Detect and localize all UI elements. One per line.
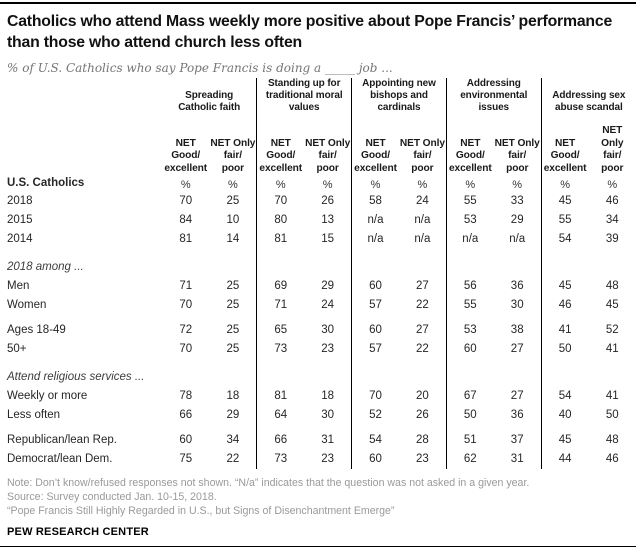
cell-value: 66 [179, 409, 193, 422]
cell-value: 72 [179, 324, 193, 337]
row-label [7, 249, 162, 258]
cell-value: 55 [446, 296, 493, 315]
cell-value: 46 [541, 296, 588, 315]
row-label: U.S. Catholics [7, 177, 85, 190]
cell-value: 10 [226, 214, 240, 227]
cell-value [589, 258, 636, 277]
cell-value: 22 [416, 299, 429, 312]
cell-value: 46 [605, 453, 619, 466]
spacer-row [7, 359, 636, 368]
cell-value: 81 [257, 230, 304, 249]
cell-value [209, 258, 256, 277]
cell-value: 23 [416, 453, 429, 466]
cell-value: 25 [226, 299, 240, 312]
cell-value: 75 [179, 453, 193, 466]
cell-value [399, 249, 446, 258]
cell-value [352, 359, 399, 368]
cell-value [399, 368, 446, 387]
cell-value [494, 368, 541, 387]
row-label: Men [7, 280, 30, 293]
cell-value: 15 [321, 233, 335, 246]
cell-value [209, 249, 256, 258]
cell-value: 50 [541, 340, 588, 359]
cell-value: 34 [226, 434, 240, 447]
row-label: Less often [7, 409, 61, 422]
table-row [7, 321, 636, 340]
cell-value [304, 368, 351, 387]
chart-subtitle: % of U.S. Catholics who say Pope Francis is doing a _____ job ... [7, 60, 393, 75]
row-label: Women [7, 299, 47, 312]
cell-value: 36 [510, 409, 524, 422]
row-label: 2014 [7, 233, 33, 246]
cell-value: 64 [257, 406, 304, 425]
cell-value: 62 [446, 450, 493, 469]
cell-value: n/a [414, 214, 431, 227]
cell-value [541, 359, 588, 368]
column-subheader: NET Only fair/ poor [210, 137, 256, 174]
cell-value: 48 [605, 434, 619, 447]
cell-value: 45 [541, 192, 588, 211]
percent-sign: % [257, 175, 304, 192]
cell-value [304, 359, 351, 368]
cell-value: 67 [446, 387, 493, 406]
row-label: Weekly or more [7, 390, 88, 403]
percent-sign: % [227, 178, 238, 191]
report-title-line: “Pope Francis Still Highly Regarded in U.S., but Signs of Disenchantment Emerge” [7, 505, 395, 518]
cell-value [589, 368, 636, 387]
cell-value: 24 [416, 195, 429, 208]
cell-value [399, 359, 446, 368]
data-table [7, 78, 636, 469]
row-label: Republican/lean Rep. [7, 434, 117, 447]
cell-value: 57 [352, 296, 399, 315]
cell-value: 57 [352, 340, 399, 359]
cell-value: 41 [541, 321, 588, 340]
cell-value: 53 [446, 211, 493, 230]
cell-value: 70 [352, 387, 399, 406]
cell-value: 22 [416, 343, 429, 356]
column-subheader: NET Only fair/ poor [399, 137, 445, 174]
cell-value [304, 258, 351, 277]
column-subheader: NET Good/ excellent [541, 125, 588, 175]
cell-value [446, 258, 493, 277]
cell-value [589, 359, 636, 368]
cell-value: 70 [257, 192, 304, 211]
cell-value: 26 [416, 409, 429, 422]
table-row [7, 192, 636, 211]
table-row [7, 277, 636, 296]
column-subheader: NET Only fair/ poor [305, 137, 351, 174]
cell-value [304, 249, 351, 258]
cell-value [446, 368, 493, 387]
cell-value [162, 258, 209, 277]
unit-row [7, 175, 636, 192]
cell-value: 14 [226, 233, 240, 246]
pew-research-center-logo-text: PEW RESEARCH CENTER [7, 526, 149, 539]
cell-value: 33 [510, 195, 524, 208]
chart-title [7, 11, 632, 54]
cell-value: 45 [541, 277, 588, 296]
cell-value: 22 [226, 453, 240, 466]
cell-value: 48 [605, 280, 619, 293]
cell-value: 25 [226, 343, 240, 356]
cell-value: 31 [321, 434, 335, 447]
cell-value: 20 [416, 390, 429, 403]
column-group-header: Standing up for traditional moral values [257, 78, 352, 126]
cell-value [257, 368, 304, 387]
corner-cell [7, 125, 162, 175]
spacer-row [7, 249, 636, 258]
cell-value [446, 249, 493, 258]
column-subheader: NET Only fair/ poor [494, 137, 540, 174]
cell-value: 37 [510, 434, 524, 447]
chart-title-line1: Catholics who attend Mass weekly more positive about Pope Francis’ performance [7, 13, 613, 30]
cell-value: 18 [226, 390, 240, 403]
cell-value: 27 [510, 343, 524, 356]
column-group-header: Addressing sex abuse scandal [541, 78, 636, 126]
percent-sign: % [607, 178, 618, 191]
cell-value: 27 [510, 390, 524, 403]
cell-value [209, 359, 256, 368]
cell-value: 69 [257, 277, 304, 296]
percent-sign: % [417, 178, 428, 191]
section-label: 2018 among ... [7, 261, 84, 274]
cell-value: 55 [541, 211, 588, 230]
cell-value: n/a [509, 233, 526, 246]
table-row [7, 406, 636, 425]
percent-sign: % [352, 175, 399, 192]
cell-value: 71 [179, 280, 193, 293]
cell-value: 23 [321, 453, 335, 466]
cell-value: 70 [179, 299, 193, 312]
row-label: 2018 [7, 195, 33, 208]
column-subheader: NET Good/ excellent [257, 125, 304, 175]
cell-value [399, 258, 446, 277]
cell-value: n/a [352, 230, 399, 249]
cell-value: 40 [541, 406, 588, 425]
cell-value: 44 [541, 450, 588, 469]
cell-value: 54 [541, 387, 588, 406]
table-row [7, 296, 636, 315]
cell-value: 51 [446, 431, 493, 450]
cell-value: 60 [179, 434, 193, 447]
cell-value [494, 258, 541, 277]
percent-sign: % [512, 178, 523, 191]
column-group-header: Appointing new bishops and cardinals [352, 78, 447, 126]
cell-value: 71 [257, 296, 304, 315]
cell-value: 70 [179, 195, 193, 208]
cell-value: 25 [226, 195, 240, 208]
cell-value: 65 [257, 321, 304, 340]
percent-sign: % [446, 175, 493, 192]
cell-value: 50 [605, 409, 619, 422]
column-subheader: NET Only fair/ poor [601, 125, 624, 174]
cell-value: 50 [446, 406, 493, 425]
column-subheader: NET Good/ excellent [352, 125, 399, 175]
cell-value: 23 [321, 343, 335, 356]
cell-value: 56 [446, 277, 493, 296]
cell-value: 29 [321, 280, 335, 293]
cell-value: 29 [226, 409, 240, 422]
cell-value [589, 249, 636, 258]
percent-sign: % [322, 178, 333, 191]
cell-value: 52 [352, 406, 399, 425]
table-row [7, 387, 636, 406]
cell-value [494, 359, 541, 368]
percent-sign: % [180, 178, 191, 191]
section-label: Attend religious services ... [7, 371, 145, 384]
cell-value [352, 249, 399, 258]
table-row [7, 340, 636, 359]
cell-value: 27 [416, 324, 429, 337]
cell-value: n/a [414, 233, 431, 246]
cell-value: 26 [321, 195, 335, 208]
cell-value: 34 [605, 214, 619, 227]
row-label [7, 359, 162, 368]
cell-value [257, 258, 304, 277]
cell-value: 73 [257, 340, 304, 359]
cell-value: 73 [257, 450, 304, 469]
cell-value: 25 [226, 280, 240, 293]
cell-value [257, 249, 304, 258]
cell-value: 70 [179, 343, 193, 356]
cell-value: 60 [352, 277, 399, 296]
cell-value: 60 [446, 340, 493, 359]
section-row [7, 368, 636, 387]
chart-title-line2: than those who attend church less often [7, 34, 303, 52]
cell-value [209, 368, 256, 387]
cell-value: 53 [446, 321, 493, 340]
column-group-header: Addressing environmental issues [446, 78, 541, 126]
corner-cell [7, 78, 162, 126]
row-label: Ages 18-49 [7, 324, 66, 337]
cell-value: 41 [605, 343, 619, 356]
cell-value: 30 [510, 299, 524, 312]
cell-value [446, 359, 493, 368]
cell-value: 28 [416, 434, 429, 447]
cell-value: 29 [510, 214, 524, 227]
cell-value: 78 [179, 390, 193, 403]
cell-value: 80 [257, 211, 304, 230]
cell-value: 45 [541, 431, 588, 450]
row-label: 2015 [7, 214, 33, 227]
footer-notes [7, 476, 632, 518]
cell-value: 18 [321, 390, 335, 403]
cell-value [541, 249, 588, 258]
cell-value [162, 368, 209, 387]
table-row [7, 211, 636, 230]
note-line: Note: Don’t know/refused responses not shown. “N/a” indicates that the question was not asked in a given year. [7, 476, 530, 489]
cell-value [541, 368, 588, 387]
cell-value: 24 [321, 299, 335, 312]
table-row [7, 431, 636, 450]
cell-value: 31 [510, 453, 524, 466]
cell-value [541, 258, 588, 277]
cell-value: 60 [352, 450, 399, 469]
cell-value: 81 [179, 233, 193, 246]
cell-value: 60 [352, 321, 399, 340]
cell-value [352, 368, 399, 387]
cell-value: 38 [510, 324, 524, 337]
cell-value: 13 [321, 214, 335, 227]
cell-value: 84 [179, 214, 193, 227]
cell-value: 30 [321, 409, 335, 422]
cell-value: 58 [352, 192, 399, 211]
cell-value: 81 [257, 387, 304, 406]
cell-value: 54 [541, 230, 588, 249]
cell-value: 52 [605, 324, 619, 337]
cell-value: 25 [226, 324, 240, 337]
cell-value: 45 [605, 299, 619, 312]
cell-value [162, 249, 209, 258]
cell-value: 55 [446, 192, 493, 211]
cell-value: 39 [605, 233, 619, 246]
cell-value: 66 [257, 431, 304, 450]
cell-value: 41 [605, 390, 619, 403]
cell-value: 27 [416, 280, 429, 293]
column-subheader: NET Good/ excellent [164, 137, 208, 174]
section-row [7, 258, 636, 277]
percent-sign: % [541, 175, 588, 192]
cell-value: 46 [605, 195, 619, 208]
cell-value: n/a [446, 230, 493, 249]
column-subheader: NET Good/ excellent [446, 125, 493, 175]
bottom-rule [0, 546, 636, 547]
cell-value [162, 359, 209, 368]
cell-value [352, 258, 399, 277]
cell-value: 36 [510, 280, 524, 293]
source-line: Source: Survey conducted Jan. 10-15, 2018. [7, 491, 217, 504]
top-rule [0, 2, 636, 4]
cell-value: 54 [352, 431, 399, 450]
cell-value [257, 359, 304, 368]
row-label: 50+ [7, 343, 27, 356]
cell-value: n/a [352, 211, 399, 230]
row-label: Democrat/lean Dem. [7, 453, 113, 466]
column-group-header: Spreading Catholic faith [178, 89, 241, 113]
cell-value: 30 [321, 324, 335, 337]
table-row [7, 230, 636, 249]
table-row [7, 450, 636, 469]
cell-value [494, 249, 541, 258]
